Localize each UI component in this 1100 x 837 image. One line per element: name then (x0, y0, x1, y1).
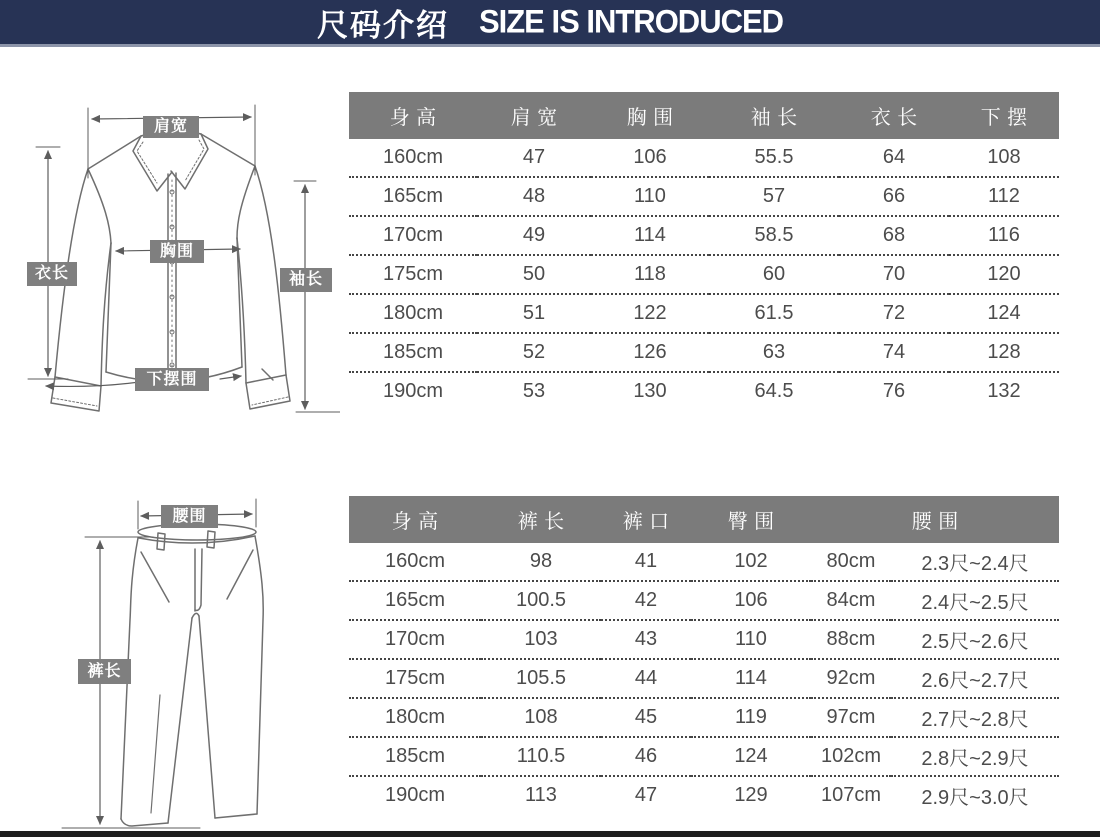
table-cell: 76 (882, 380, 906, 402)
table-cell: 102cm (811, 737, 891, 776)
table-cell: 118 (591, 255, 709, 294)
table-cell: 165cm (349, 581, 481, 620)
table-cell: 160cm (349, 543, 481, 581)
column-header-leg-opening: 裤口 (601, 496, 691, 543)
table-cell: 45 (601, 698, 691, 737)
hem-width-badge: 下摆围 (135, 368, 209, 391)
table-cell: 74 (839, 333, 949, 372)
table-cell: 114 (691, 659, 811, 698)
table-row (349, 177, 1059, 216)
table-row (349, 543, 1059, 581)
table-cell: 102 (691, 543, 811, 581)
table-cell: 58.5 (709, 216, 839, 255)
pants-length-badge: 裤长 (78, 659, 131, 684)
table-cell: 185cm (349, 737, 481, 776)
table-cell: 108 (481, 698, 601, 737)
table-cell: 110 (591, 177, 709, 216)
table-cell: 48 (477, 177, 591, 216)
table-cell: 84cm (811, 581, 891, 620)
column-header-length: 衣长 (839, 92, 949, 139)
table-cell: 106 (591, 139, 709, 177)
table-cell: 68 (839, 216, 949, 255)
table-cell: 165cm (349, 177, 477, 216)
table-cell: 124 (949, 294, 1059, 333)
table-row (349, 737, 1059, 776)
table-cell: 2.7尺~2.8尺 (891, 698, 1059, 737)
table-cell: 2.9尺~3.0尺 (921, 787, 1029, 809)
table-row (349, 294, 1059, 333)
bottom-divider-bar (0, 831, 1100, 837)
table-cell: 185cm (349, 333, 477, 372)
column-header-hip: 臀围 (691, 496, 811, 543)
table-cell: 43 (601, 620, 691, 659)
table-row (349, 620, 1059, 659)
page-title-cn: 尺码介绍 (316, 7, 449, 43)
table-row (349, 139, 1059, 177)
table-cell: 170cm (349, 216, 477, 255)
table-cell: 124 (691, 737, 811, 776)
waist-badge: 腰围 (161, 505, 218, 528)
table-cell: 190cm (384, 784, 446, 806)
page-title-en: SIZE IS INTRODUCED (478, 3, 784, 40)
table-cell: 70 (839, 255, 949, 294)
table-cell: 110 (691, 620, 811, 659)
table-cell: 129 (734, 784, 768, 806)
table-cell: 130 (633, 380, 667, 402)
table-row (349, 776, 1059, 814)
table-cell: 170cm (349, 620, 481, 659)
table-cell: 114 (591, 216, 709, 255)
table-cell: 44 (601, 659, 691, 698)
table-cell: 113 (525, 784, 557, 806)
table-cell: 61.5 (709, 294, 839, 333)
table-cell: 97cm (811, 698, 891, 737)
chest-badge: 胸围 (150, 240, 204, 263)
table-row (349, 581, 1059, 620)
table-cell: 105.5 (481, 659, 601, 698)
table-cell: 55.5 (709, 139, 839, 177)
column-header-height: 身高 (349, 92, 477, 139)
column-header-hem: 下摆 (949, 92, 1059, 139)
table-cell: 47 (477, 139, 591, 177)
column-header-pants-length: 裤长 (481, 496, 601, 543)
table-cell: 100.5 (481, 581, 601, 620)
column-header-height: 身高 (349, 496, 481, 543)
table-cell: 80cm (811, 543, 891, 581)
table-cell: 107cm (820, 784, 882, 806)
table-cell: 190cm (382, 380, 444, 402)
table-cell: 180cm (349, 698, 481, 737)
shirt-table-header-row (349, 92, 1059, 139)
table-row (349, 333, 1059, 372)
table-row (349, 659, 1059, 698)
table-cell: 175cm (349, 255, 477, 294)
table-cell: 110.5 (481, 737, 601, 776)
shoulder-width-badge: 肩宽 (143, 116, 199, 138)
table-cell: 175cm (349, 659, 481, 698)
table-cell: 122 (591, 294, 709, 333)
table-cell: 106 (691, 581, 811, 620)
table-row (349, 372, 1059, 410)
pants-size-table (349, 496, 1059, 814)
table-cell: 64 (839, 139, 949, 177)
table-cell: 180cm (349, 294, 477, 333)
table-cell: 66 (839, 177, 949, 216)
table-cell: 42 (601, 581, 691, 620)
pants-table-header-row (349, 496, 1059, 543)
table-cell: 120 (949, 255, 1059, 294)
table-cell: 2.4尺~2.5尺 (891, 581, 1059, 620)
table-cell: 2.8尺~2.9尺 (891, 737, 1059, 776)
table-cell: 116 (949, 216, 1059, 255)
table-cell: 2.3尺~2.4尺 (891, 543, 1059, 581)
table-row (349, 698, 1059, 737)
table-cell: 57 (709, 177, 839, 216)
table-cell: 103 (481, 620, 601, 659)
shirt-table-body (349, 139, 1059, 410)
table-cell: 50 (477, 255, 591, 294)
table-cell: 132 (987, 380, 1021, 402)
column-header-waist: 腰围 (811, 496, 1059, 543)
table-cell: 160cm (349, 139, 477, 177)
column-header-shoulder: 肩宽 (477, 92, 591, 139)
table-cell: 72 (839, 294, 949, 333)
table-cell: 92cm (811, 659, 891, 698)
table-row (349, 216, 1059, 255)
table-cell: 63 (709, 333, 839, 372)
column-header-chest: 胸围 (591, 92, 709, 139)
table-cell: 126 (591, 333, 709, 372)
table-cell: 52 (477, 333, 591, 372)
table-row (349, 255, 1059, 294)
pants-table-body (349, 543, 1059, 814)
shirt-size-table (349, 92, 1059, 410)
title-banner (0, 0, 1100, 47)
table-cell: 108 (949, 139, 1059, 177)
table-cell: 49 (477, 216, 591, 255)
table-cell: 2.5尺~2.6尺 (891, 620, 1059, 659)
table-cell: 47 (634, 784, 658, 806)
table-cell: 46 (601, 737, 691, 776)
sleeve-length-badge: 袖长 (280, 268, 332, 292)
table-cell: 88cm (811, 620, 891, 659)
column-header-sleeve: 袖长 (709, 92, 839, 139)
garment-length-badge: 衣长 (27, 262, 77, 286)
table-cell: 64.5 (754, 380, 794, 402)
table-cell: 112 (949, 177, 1059, 216)
table-cell: 98 (481, 543, 601, 581)
table-cell: 53 (522, 380, 546, 402)
table-cell: 128 (949, 333, 1059, 372)
table-cell: 41 (601, 543, 691, 581)
table-cell: 51 (477, 294, 591, 333)
table-cell: 119 (691, 698, 811, 737)
table-cell: 60 (709, 255, 839, 294)
table-cell: 2.6尺~2.7尺 (891, 659, 1059, 698)
